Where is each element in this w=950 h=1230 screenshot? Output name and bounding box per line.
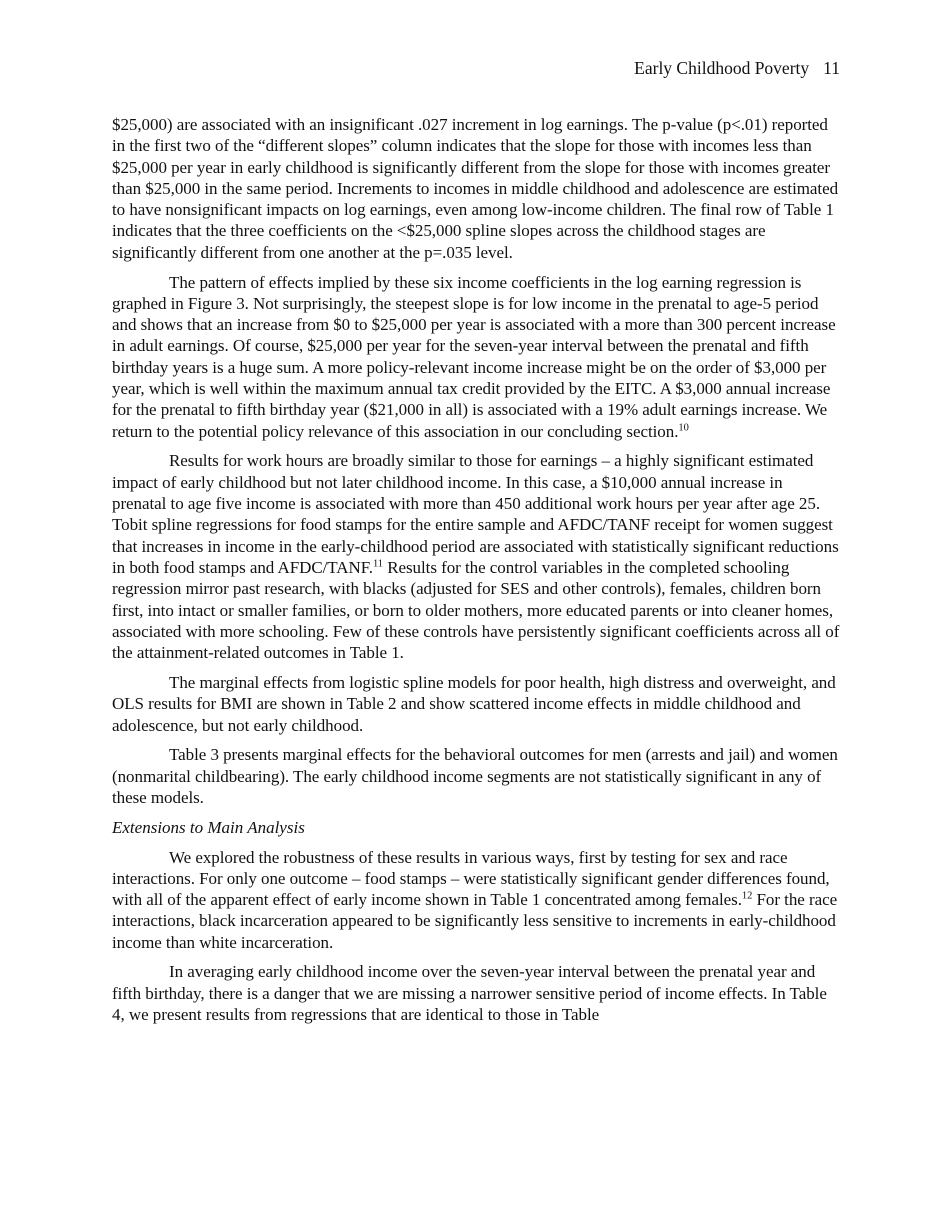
paragraph-text: In averaging early childhood income over the seven-year interval between the prenatal year and fifth birthday, there is a danger that we are missing a narrower sensitive period of income effects. In Table 4, we present results from regressions that are identical to those in Table <box>112 962 827 1025</box>
running-header <box>634 57 840 79</box>
paragraph-text: The marginal effects from logistic spline models for poor health, high distress and overweight, and OLS results for BMI are shown in Table 2 and show scattered income effects in middle childhood and adolescence, but not early childhood. <box>112 672 836 735</box>
paragraph-work-hours <box>112 450 840 663</box>
paragraph-text-continued: For the race interactions, black incarceration appeared to be significantly less sensitive to increments in early-childhood income than white incarceration. <box>112 890 838 952</box>
section-heading: Extensions to Main Analysis <box>112 817 305 837</box>
paragraph-averaging <box>112 961 840 1025</box>
paragraph-text: Table 3 presents marginal effects for the behavioral outcomes for men (arrests and jail) and women (nonmarital childbearing). The early childhood income segments are not statistically significant in any of these models. <box>112 745 838 807</box>
paragraph-text: We explored the robustness of these results in various ways, first by testing for sex and race interactions. For only one outcome – food stamps – were statistically significant gender differences found, with all of the apparent effect of early income shown in Table 1 concentrated among females. <box>112 847 830 910</box>
paragraph-figure-3 <box>112 272 840 442</box>
paragraph-text-continued: Results for the control variables in the completed schooling regression mirror past research, with blacks (adjusted for SES and other controls), females, children born first, into intact or smaller families, or born to older mothers, more educated parents or into cleaner homes, associated with more schooling. Few of these controls have persistently significant coefficients across all of the attainment-related outcomes in Table 1. <box>112 557 840 663</box>
paragraph-text: $25,000) are associated with an insignificant .027 increment in log earnings. The p-value (p<.01) reported in the first two of the “different slopes” column indicates that the slope for those with incomes less than $25,000 per year in early childhood is significantly different from the slope for those with incomes greater than $25,000 in the same period. Increments to incomes in middle childhood and adolescence are estimated to have nonsignificant impacts on log earnings, even among low-income children. The final row of Table 1 indicates that the three coefficients on the <$25,000 spline slopes across the childhood stages are significantly different from one another at the p=.035 level. <box>112 115 839 262</box>
paragraph-text: The pattern of effects implied by these six income coefficients in the log earning regression is graphed in Figure 3. Not surprisingly, the steepest slope is for low income in the prenatal to age-5 period and shows that an increase from $0 to $25,000 per year is associated with a more than 300 percent increase in adult earnings. Of course, $25,000 per year for the seven-year interval between the prenatal and fifth birthday years is a huge sum. A more policy-relevant income increase might be on the order of $3,000 per year, which is well within the maximum annual tax credit provided by the EITC. A $3,000 annual increase for the prenatal to fifth birthday year ($21,000 in all) is associated with a 19% adult earnings increase. We return to the potential policy relevance of this association in our concluding section. <box>112 272 836 441</box>
running-title: Early Childhood Poverty <box>634 58 810 78</box>
footnote-ref-10[interactable]: 10 <box>678 422 689 433</box>
footnote-ref-11[interactable]: 11 <box>372 558 383 570</box>
paragraph-table-3 <box>112 744 840 808</box>
footnote-ref-12[interactable]: 12 <box>741 890 753 902</box>
paragraph-robustness <box>112 847 840 953</box>
body-text <box>112 114 840 1034</box>
page-number: 11 <box>823 58 840 78</box>
paragraph-table-2 <box>112 672 840 736</box>
paragraph-continued <box>112 114 840 263</box>
paragraph-text: Results for work hours are broadly similar to those for earnings – a highly significant estimated impact of early childhood but not later childhood income. In this case, a $10,000 annual increase in prenatal to age five income is associated with more than 450 additional work hours per year after age 25. Tobit spline regressions for food stamps for the entire sample and AFDC/TANF receipt for women suggest that increases in income in the early-childhood period are associated with statistically significant reductions in both food stamps and AFDC/TANF. <box>112 451 839 577</box>
